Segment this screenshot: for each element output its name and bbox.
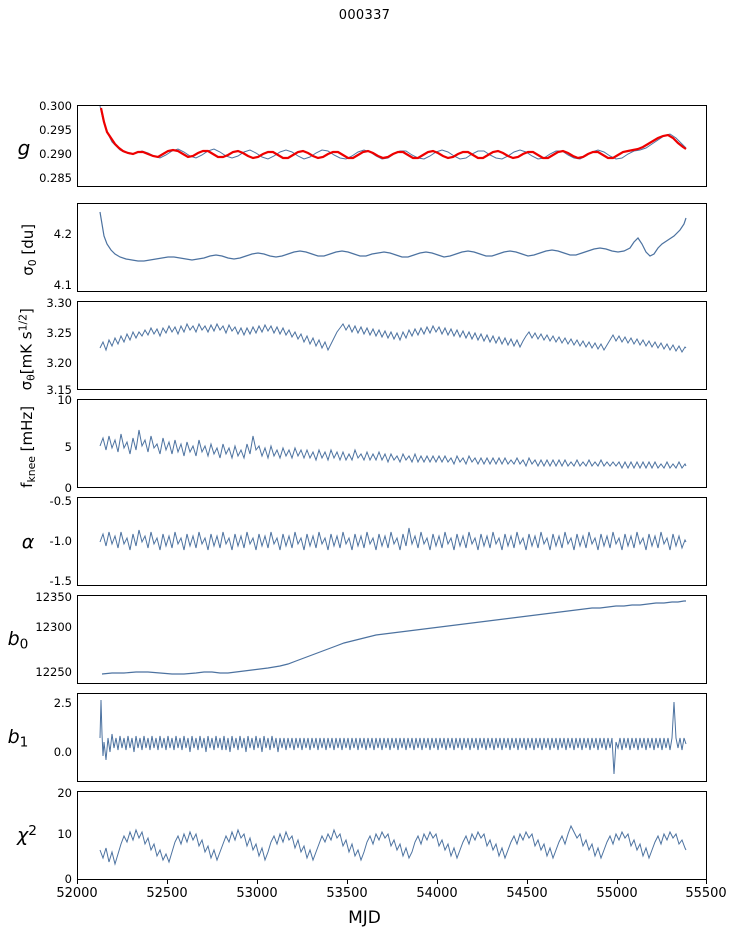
xtick-label: 53000 [236, 886, 278, 901]
panel-b1-plot [78, 694, 706, 781]
panel-alpha [77, 497, 707, 586]
panel-b0 [77, 595, 707, 684]
panel-sigma-theta-plot [78, 302, 706, 389]
ytick: 0 [64, 872, 72, 886]
panel-fknee-plot [78, 400, 706, 487]
xtickmark [77, 880, 78, 884]
ytick: 5 [64, 440, 72, 454]
ylabel-b0: $b_0$ [7, 628, 29, 653]
panel-b0-plot [78, 596, 706, 683]
xtickmark [257, 880, 258, 884]
panel-chi2 [77, 791, 707, 880]
ylabel-fknee: $f_{knee}$ [mHz] [18, 405, 38, 488]
ytick: 3.30 [46, 296, 72, 310]
ylabel-sigma-theta: $\sigma_\theta[mK$ $s^{1/2}$] [16, 308, 38, 391]
xtick-label: 54500 [506, 886, 548, 901]
ytick: 10 [57, 827, 72, 841]
xtickmark [527, 880, 528, 884]
ytick: 0.300 [39, 99, 72, 113]
xtickmark [617, 880, 618, 884]
ytick: 0 [64, 481, 72, 495]
ytick: 0.290 [39, 147, 72, 161]
panel-chi2-plot [78, 792, 706, 879]
xtick-label: 54000 [416, 886, 458, 901]
panel-sigma0 [77, 203, 707, 292]
panel-gain [77, 105, 707, 187]
xtick-label: 53500 [326, 886, 368, 901]
ylabel-alpha: α [21, 531, 35, 553]
xtick-label: 52000 [56, 886, 98, 901]
ytick: 4.1 [53, 278, 72, 292]
xtick-label: 55500 [685, 886, 727, 901]
panel-sigma-theta [77, 301, 707, 390]
panel-fknee [77, 399, 707, 488]
figure-title: 000337 [338, 8, 391, 23]
ylabel-b1: $b_1$ [7, 726, 29, 751]
ytick: -0.5 [49, 494, 72, 508]
ytick: 20 [57, 786, 72, 800]
ytick: -1.0 [49, 534, 72, 548]
xtickmark [167, 880, 168, 884]
panel-b1 [77, 693, 707, 782]
panel-gain-plot [78, 106, 706, 186]
xlabel: MJD [348, 908, 381, 928]
xtick-label: 55000 [596, 886, 638, 901]
xtick-label: 52500 [146, 886, 188, 901]
ytick: 3.20 [46, 356, 72, 370]
ytick: 12300 [35, 620, 72, 634]
ylabel-chi2: $\chi^2$ [17, 823, 37, 847]
ylabel-gain: g [17, 136, 31, 160]
ytick: 0.295 [39, 123, 72, 137]
panel-sigma0-plot [78, 204, 706, 291]
ytick: 4.2 [53, 227, 72, 241]
ylabel-sigma0: $\sigma_0$ [du] [19, 223, 39, 276]
ytick: -1.5 [49, 574, 72, 588]
ytick: 12350 [35, 590, 72, 604]
ytick: 2.5 [53, 696, 72, 710]
ytick: 10 [57, 393, 72, 407]
panel-alpha-plot [78, 498, 706, 585]
ytick: 3.15 [46, 383, 72, 397]
xtickmark [347, 880, 348, 884]
xtickmark [437, 880, 438, 884]
ytick: 0.0 [53, 745, 72, 759]
ytick: 0.285 [39, 171, 72, 185]
ytick: 3.25 [46, 326, 72, 340]
xtickmark [706, 880, 707, 884]
ytick: 12250 [35, 665, 72, 679]
